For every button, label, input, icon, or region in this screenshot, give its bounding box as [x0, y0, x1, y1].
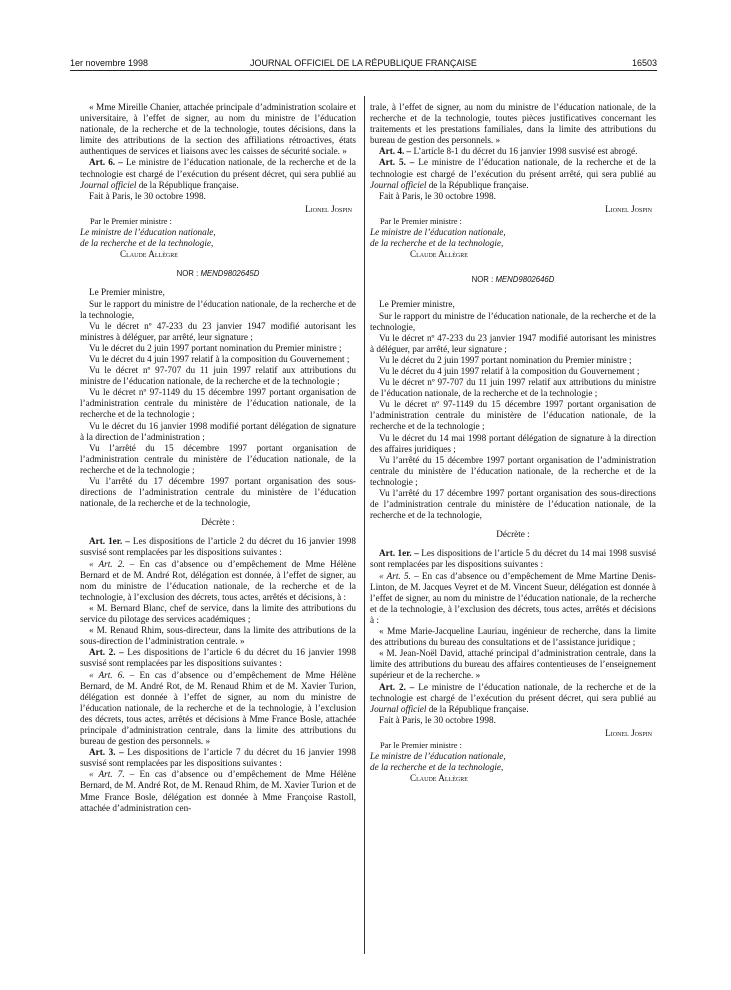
decrete: Décrète : [496, 529, 530, 540]
article-6: Art. 6. – Le ministre de l’éducation nationale, de la recherche et de la technologie est chargé de l’exécution du présent décret, qui sera publié au Journal officiel de la République française. [80, 157, 356, 190]
quoted-article-5: « Art. 5. – En cas d’absence ou d’empêchement de Mme Martine Denis-Linton, de M. Jacques Veyret et de M. Vincent Sueur, délégation est donnée à l’effet de signer, au nom du ministre de l’éducation nationale, de la recherche et de la technologie, à l’exclusion des décrets, tous actes, arrêtés et décisions à : [370, 570, 656, 625]
visa: Vu l’arrêté du 15 décembre 1997 portant organisation de l’administration centrale du ministère de l’éducation nationale, de la recherche et de la technologie ; [80, 442, 356, 475]
visa: Sur le rapport du ministre de l’éducation nationale, de la recherche et de la technologie, [370, 310, 656, 332]
article-4: Art. 4. – L’article 8-1 du décret du 16 janvier 1998 susvisé est abrogé. [379, 146, 638, 157]
visa: Vu l’arrêté du 17 décembre 1997 portant organisation des sous-directions de l’administration centrale du ministère de l’éducation nationale, de la recherche et de la technologie, [370, 488, 656, 521]
minister-name: Claude Allègre [410, 249, 468, 260]
nor-reference: NOR : MEND9802646D [471, 275, 555, 285]
signature: Lionel Jospin [605, 727, 652, 738]
visa: Vu le décret du 4 juin 1997 relatif à la composition du Gouvernement ; [89, 353, 350, 364]
minister-title-1: Le ministre de l’éducation nationale, [370, 227, 506, 238]
le-premier-ministre: Le Premier ministre, [89, 287, 165, 298]
signature: Lionel Jospin [305, 203, 352, 214]
visa: Vu le décret nº 97-707 du 11 juin 1997 relatif aux attributions du ministre de l’éducation nationale, de la recherche et de la technologie ; [80, 365, 356, 387]
delegation-item: « M. Jean-Noël David, attaché principal d’administration centrale, dans la limite des attributions du bureau des affaires contentieuses de l’enseignement supérieur et de la recherche. » [370, 648, 656, 681]
nor-reference: NOR : MEND9802645D [176, 269, 260, 279]
quoted-article-7: « Art. 7. – En cas d’absence ou d’empêchement de Mme Hélène Bernard, de M. André Rot, de M. Renaud Rhim, de M. Xavier Turion et de Mme France Bosle, délégation est donnée à Mme Françoise Rastoll, attachée d’administration cen- [80, 769, 356, 813]
fait-line: Fait à Paris, le 30 octobre 1998. [379, 190, 496, 201]
le-premier-ministre: Le Premier ministre, [379, 299, 455, 310]
signature: Lionel Jospin [605, 203, 652, 214]
minister-title-1: Le ministre de l’éducation nationale, [370, 751, 506, 762]
visa: Vu le décret nº 97-1149 du 15 décembre 1997 portant organisation de l’administration centrale du ministère de l’éducation nationale, de la recherche et de la technologie ; [80, 387, 356, 420]
visa: Sur le rapport du ministre de l’éducation nationale, de la recherche et de la technologie, [80, 298, 356, 320]
visa: Vu le décret du 14 mai 1998 portant délégation de signature à la direction des affaires juridiques ; [370, 432, 656, 454]
fait-line: Fait à Paris, le 30 octobre 1998. [89, 190, 206, 201]
minister-name: Claude Allègre [120, 249, 178, 260]
visa: Vu le décret nº 47-233 du 23 janvier 1947 modifié autorisant les ministres à déléguer, par arrêté, leur signature ; [80, 320, 356, 342]
header-rule [70, 70, 657, 71]
visa: Vu le décret du 2 juin 1997 portant nomination du Premier ministre ; [379, 354, 632, 365]
minister-title-1: Le ministre de l’éducation nationale, [80, 227, 216, 238]
minister-name: Claude Allègre [410, 773, 468, 784]
par-le-premier-ministre: Par le Premier ministre : [90, 216, 172, 226]
par-le-premier-ministre: Par le Premier ministre : [380, 216, 462, 226]
article-5: Art. 5. – Le ministre de l’éducation nationale, de la recherche et de la technologie est chargé de l’exécution du présent arrêté, qui sera publié au Journal officiel de la République française. [370, 157, 656, 190]
paragraph: trale, à l’effet de signer, au nom du ministre de l’éducation nationale, de la recherche et de la technologie, toutes pièces justificatives concernant les traitements et les prestations familiales, dans la limite des attributions du bureau de gestion des personnels. » [370, 102, 656, 146]
delegation-item: « M. Renaud Rhim, sous-directeur, dans la limite des attributions de la sous-direction de l’administration centrale. » [80, 625, 356, 647]
decrete: Décrète : [201, 517, 235, 528]
column-divider [364, 96, 365, 954]
visa: Vu le décret nº 97-707 du 11 juin 1997 relatif aux attributions du ministre de l’éducation nationale, de la recherche et de la technologie ; [370, 377, 656, 399]
visa: Vu le décret du 4 juin 1997 relatif à la composition du Gouvernement ; [379, 365, 640, 376]
article-2: Art. 2. – Les dispositions de l’article 6 du décret du 16 janvier 1998 susvisé sont remplacées par les dispositions suivantes : [80, 647, 356, 669]
visa: Vu l’arrêté du 17 décembre 1997 portant organisation des sous-directions de l’administration centrale du ministère de l’éducation nationale, de la recherche et de la technologie, [80, 476, 356, 509]
article-1: Art. 1er. – Les dispositions de l’article 2 du décret du 16 janvier 1998 susvisé sont remplacées par les dispositions suivantes : [80, 536, 356, 558]
page-number: 16503 [631, 58, 657, 68]
visa: Vu le décret nº 97-1149 du 15 décembre 1997 portant organisation de l’administration centrale du ministère de l’éducation nationale, de la recherche et de la technologie ; [370, 399, 656, 432]
minister-title-2: de la recherche et de la technologie, [370, 762, 504, 773]
article-label: Art. 6. – [89, 157, 123, 168]
right-column [370, 102, 656, 784]
article-3: Art. 3. – Les dispositions de l’article 7 du décret du 16 janvier 1998 susvisé sont remplacées par les dispositions suivantes : [80, 747, 356, 769]
article-2: Art. 2. – Le ministre de l’éducation nationale, de la recherche et de la technologie est chargé de l’exécution du présent décret, qui sera publié au Journal officiel de la République française. [370, 681, 656, 714]
visa: Vu le décret du 16 janvier 1998 modifié portant délégation de signature à la direction de l’administration ; [80, 420, 356, 442]
journal-title: JOURNAL OFFICIEL DE LA RÉPUBLIQUE FRANÇAISE [250, 58, 477, 68]
minister-title-2: de la recherche et de la technologie, [370, 238, 504, 249]
delegation-item: « Mme Marie-Jacqueline Lauriau, ingénieur de recherche, dans la limite des attributions du bureau des consultations et de l’assistance juridique ; [370, 626, 656, 648]
fait-line: Fait à Paris, le 30 octobre 1998. [379, 714, 496, 725]
par-le-premier-ministre: Par le Premier ministre : [380, 740, 462, 750]
paragraph: « Mme Mireille Chanier, attachée principale d’administration scolaire et universitaire, à l’effet de signer, au nom du ministre de l’éducation nationale, de la recherche et de la technologie, toutes décisions, dans la limite des attributions de la section des affiliations rétroactives, états authentiques de services et liaisons avec les caisses de sécurité sociale. » [80, 102, 356, 157]
visa: Vu l’arrêté du 15 décembre 1997 portant organisation de l’administration centrale du ministère de l’éducation nationale, de la recherche et de la technologie ; [370, 454, 656, 487]
quoted-article-2: « Art. 2. – En cas d’absence ou d’empêchement de Mme Hélène Bernard et de M. André Rot, délégation est donnée, à l’effet de signer, au nom du ministre de l’éducation nationale, de la recherche et de la technologie, à l’exclusion des décrets, tous actes, arrêtés et décisions, à : [80, 558, 356, 602]
left-column [80, 102, 356, 814]
quoted-article-6: « Art. 6. – En cas d’absence ou d’empêchement de Mme Hélène Bernard, de M. André Rot, de M. Renaud Rhim et de M. Xavier Turion, délégation est donnée à l’effet de signer, au nom du ministre de l’éducation nationale, de la recherche et de la technologie, à l’exclusion des décrets, tous actes, arrêtés et décisions à Mme France Bosle, attachée principale d’administration centrale, dans la limite des attributions du bureau de gestion des personnels. » [80, 669, 356, 747]
visa: Vu le décret nº 47-233 du 23 janvier 1947 modifié autorisant les ministres à déléguer, par arrêté, leur signature ; [370, 332, 656, 354]
issue-date: 1er novembre 1998 [70, 58, 149, 68]
visa: Vu le décret du 2 juin 1997 portant nomination du Premier ministre ; [89, 342, 342, 353]
delegation-item: « M. Bernard Blanc, chef de service, dans la limite des attributions du service du pilotage des services académiques ; [80, 602, 356, 625]
article-1: Art. 1er. – Les dispositions de l’article 5 du décret du 14 mai 1998 susvisé sont remplacées par les dispositions suivantes : [370, 548, 656, 570]
minister-title-2: de la recherche et de la technologie, [80, 238, 214, 249]
